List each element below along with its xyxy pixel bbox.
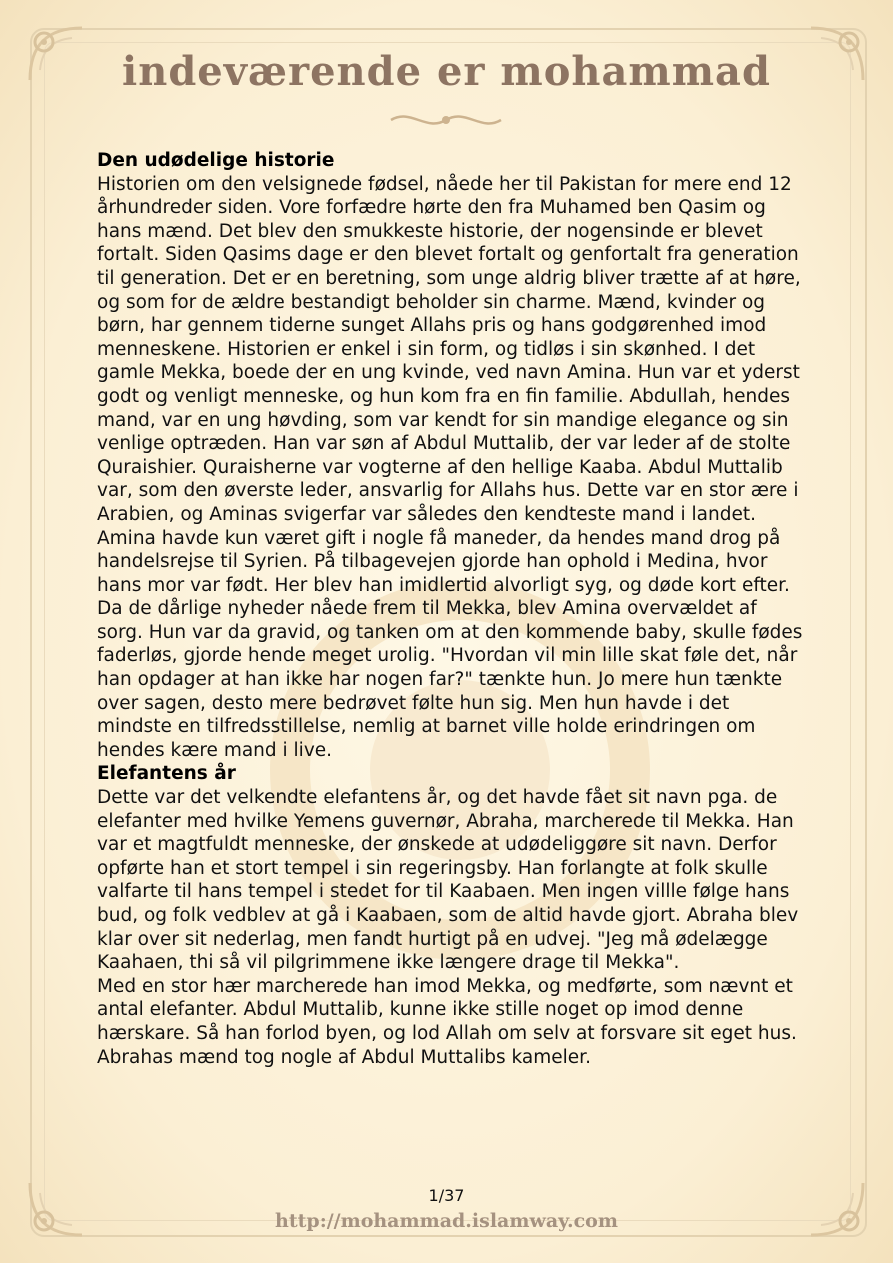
page-number: 1/37 xyxy=(428,1186,465,1205)
section-paragraph: Med en stor hær marcherede han imod Mekka, og medførte, som nævnt et antal elefanter. Abdul Muttalib, kunne ikke stille noget op imod denne hærskare. Så han forlod byen, og lod Allah om selv at forsvare sit eget hus. xyxy=(97,975,797,1044)
section-heading: Elefantens år xyxy=(97,763,236,785)
document-body xyxy=(97,149,807,1069)
section-paragraph: Historien om den velsignede fødsel, nåede her til Pakistan for mere end 12 århundreder siden. Vore forfædre hørte den fra Muhamed ben Qasim og hans mænd. Det blev den smukkeste historie, der nogensinde er blevet fortalt. Siden Qasims dage er den blevet fortalt og genfortalt fra generation til generation. Det er en beretning, som unge aldrig bliver trætte af at høre, og som for de ældre bestandigt beholder sin charme. Mænd, kvinder og børn, har gennem tiderne sunget Allahs pris og hans godgørenhed imod menneskene. Historien er enkel i sin form, og tidløs i sin skønhed. I det gamle Mekka, boede der en ung kvinde, ved navn Amina. Hun var et yderst godt og venligt menneske, og hun kom fra en fin familie. Abdullah, hendes mand, var en ung høvding, som var kendt for sin mandige elegance og sin venlige optræden. Han var søn af Abdul Muttalib, der var leder af de stolte Quraishier. Quraisherne var vogterne af den hellige Kaaba. Abdul Muttalib var, som den øverste leder, ansvarlig for Allahs hus. Dette var en stor ære i Arabien, og Aminas svigerfar var således den kendteste mand i landet. Amina havde kun været gift i nogle få maneder, da hendes mand drog på handelsrejse til Syrien. På tilbagevejen gjorde han ophold i Medina, hvor hans mor var født. Her blev han imidlertid alvorligt syg, og døde kort efter. Da de dårlige nyheder nåede frem til Mekka, blev Amina overvældet af sorg. Hun var da gravid, og tanken om at den kommende baby, skulle fødes faderløs, gjorde hende meget urolig. "Hvordan vil min lille skat føle det, når han opdager at han ikke har nogen far?" tænkte hun. Jo mere hun tænkte over sagen, desto mere bedrøvet følte hun sig. Men hun havde i det mindste en tilfredsstillelse, nemlig at barnet ville holde erindringen om hendes kære mand i live. xyxy=(97,173,803,761)
section-heading: Den udødelige historie xyxy=(97,150,335,171)
footer-url-link[interactable]: http://mohammad.islamway.com xyxy=(275,1210,618,1232)
section-paragraph: Dette var det velkendte elefantens år, og det havde fået sit navn pga. de elefanter med hvilke Yemens guvernør, Abraha, marcherede til Mekka. Han var et magtfuldt menneske, der ønskede at udødeliggøre sit navn. Derfor opførte han et stort tempel i sin regeringsby. Han forlangte at folk skulle valfarte til hans tempel i stedet for til Kaabaen. Men ingen villle følge hans bud, og folk vedblev at gå i Kaabaen, som de altid havde gjort. Abraha blev klar over sit nederlag, men fandt hurtigt på en udvej. "Jeg må ødelægge Kaahaen, thi så vil pilgrimmene ikke længere drage til Mekka". xyxy=(97,787,799,974)
section-paragraph: Abrahas mænd tog nogle af Abdul Muttalibs kameler. xyxy=(97,1046,591,1068)
header-flourish-icon xyxy=(386,106,506,134)
header-title: indeværende er mohammad xyxy=(122,48,771,95)
